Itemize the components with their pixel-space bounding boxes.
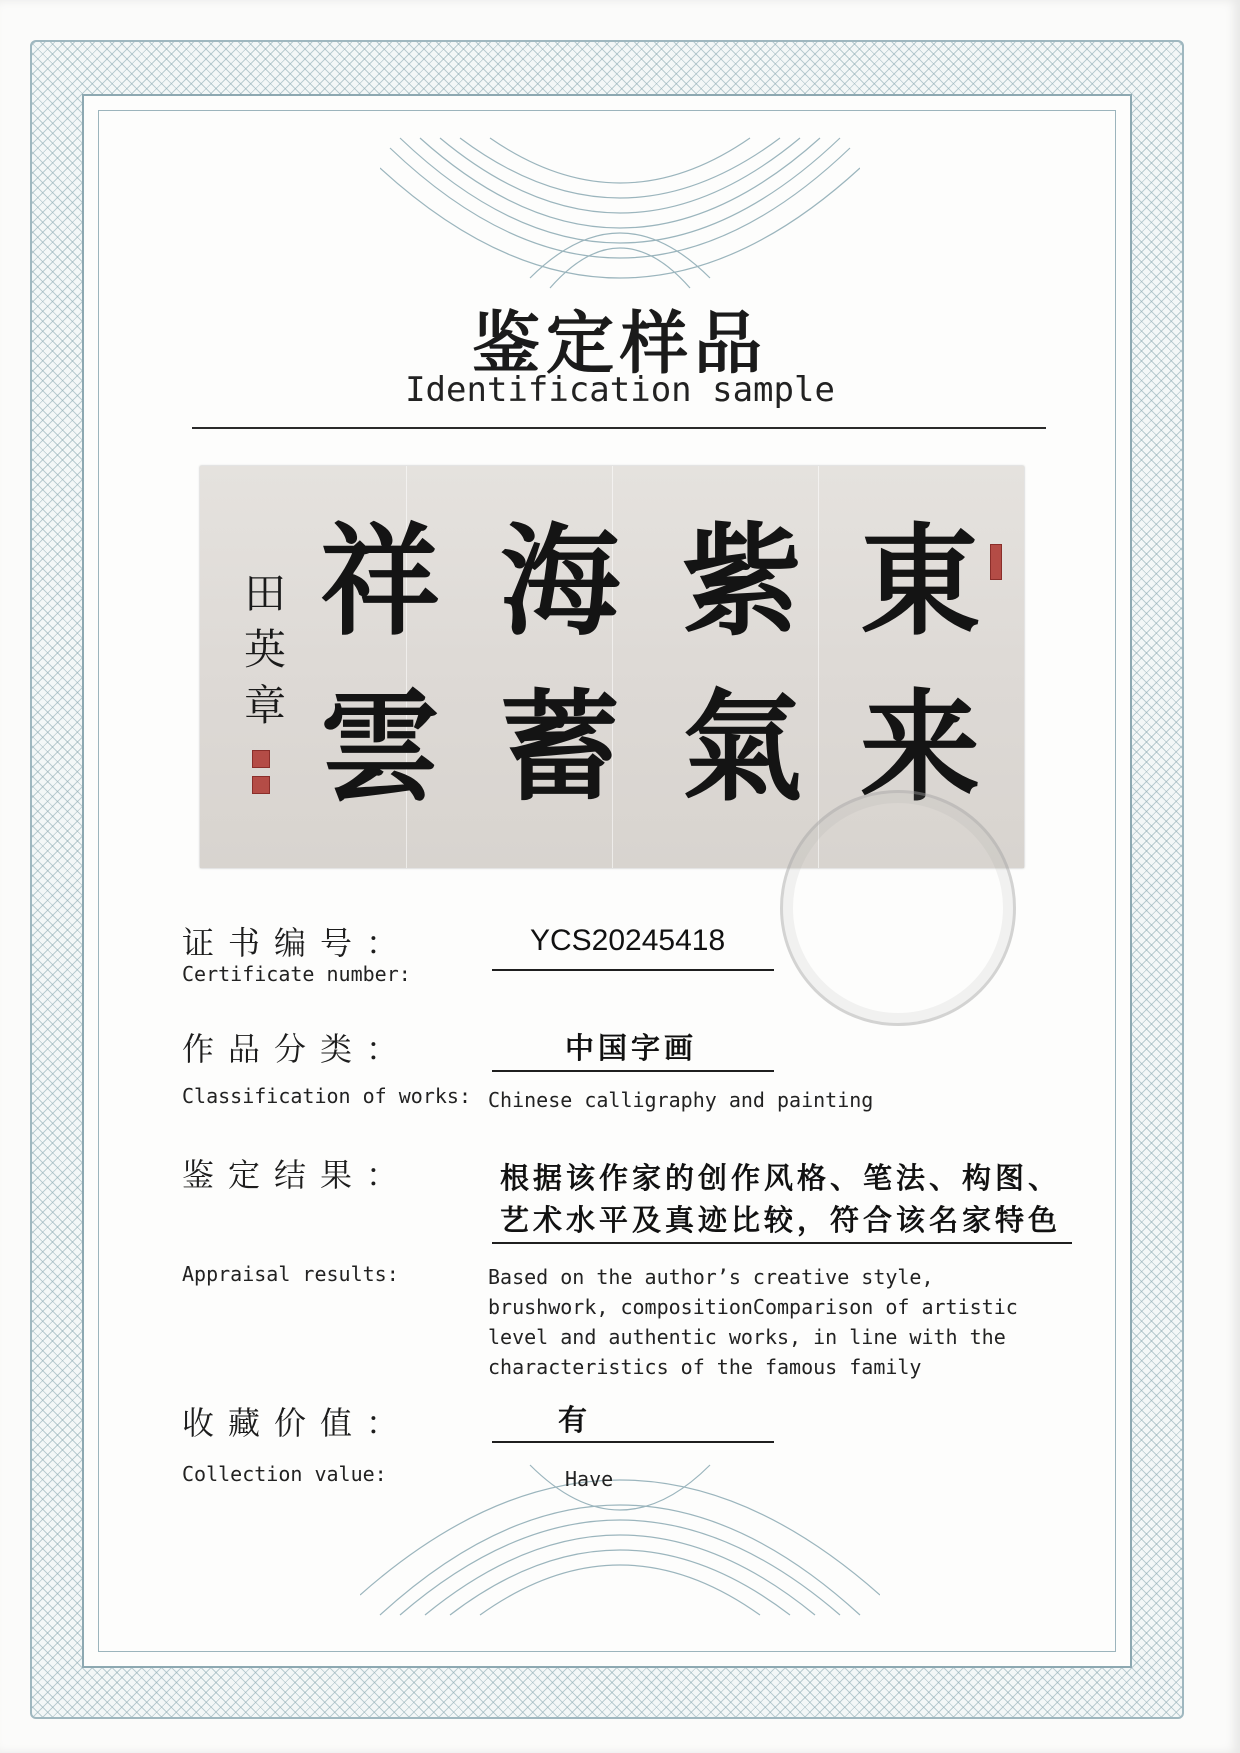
artist-seal-icon: [252, 750, 270, 768]
collection-underline: [492, 1441, 774, 1443]
appraisal-value-en-line: level and authentic works, in line with the: [488, 1325, 1006, 1349]
appraisal-value-en-line: Based on the author’s creative style,: [488, 1265, 934, 1289]
classification-label-en: Classification of works:: [182, 1084, 471, 1108]
title-english: Identification sample: [405, 370, 835, 410]
certificate-label-cn: 证书编号：: [182, 924, 413, 962]
calligraphy-char: 東: [860, 511, 980, 652]
certificate-underline: [492, 969, 774, 971]
collection-label-en: Collection value:: [182, 1462, 387, 1486]
artist-signature: 田英章: [243, 569, 286, 730]
classification-label-cn: 作品分类：: [182, 1030, 413, 1068]
certificate-number: YCS20245418: [530, 924, 726, 957]
artist-seal-icon: [252, 776, 270, 794]
calligraphy-char: 氣: [682, 677, 802, 818]
appraisal-label-en: Appraisal results:: [182, 1262, 399, 1286]
classification-underline: [492, 1070, 774, 1072]
appraisal-value-en-line: brushwork, compositionComparison of artistic: [488, 1295, 1018, 1319]
title-chinese: 鉴定样品: [471, 305, 768, 384]
appraisal-value-cn-line2: 艺术水平及真迹比较，符合该名家特色: [500, 1203, 1062, 1237]
faded-stamp-icon: [780, 790, 1016, 1026]
title-divider: [192, 427, 1046, 429]
appraisal-value-cn-line1: 根据该作家的创作风格、笔法、构图、: [500, 1161, 1062, 1195]
calligraphy-char: 雲: [320, 677, 440, 818]
appraisal-value-en-line: characteristics of the famous family: [488, 1355, 922, 1379]
calligraphy-char: 紫: [682, 511, 802, 652]
calligraphy-char: 蓄: [500, 677, 620, 818]
appraisal-underline: [492, 1242, 1072, 1244]
collection-label-cn: 收藏价值：: [182, 1404, 413, 1442]
fold-line: [818, 466, 819, 868]
appraisal-label-cn: 鉴定结果：: [182, 1156, 413, 1194]
lead-seal-icon: [990, 544, 1002, 580]
calligraphy-char: 来: [860, 677, 980, 818]
collection-value-cn: 有: [558, 1403, 592, 1437]
appraisal-value-en: [488, 1262, 1018, 1382]
collection-value-en: Have: [565, 1467, 614, 1491]
calligraphy-char: 海: [500, 511, 620, 652]
classification-value-en: Chinese calligraphy and painting: [488, 1088, 874, 1112]
calligraphy-char: 祥: [320, 511, 440, 652]
classification-value-cn: 中国字画: [565, 1031, 698, 1065]
certificate-label-en: Certificate number:: [182, 962, 411, 986]
